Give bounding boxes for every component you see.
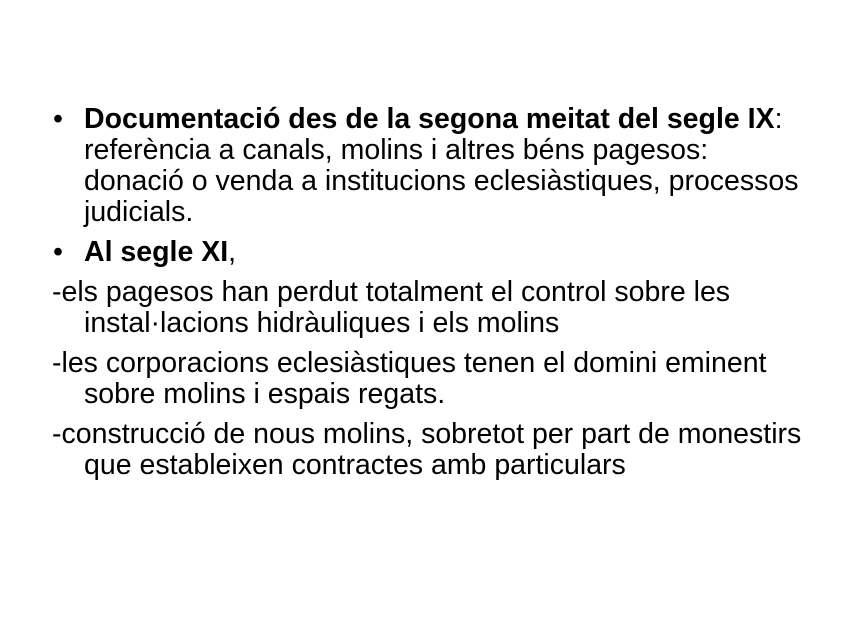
bullet-bold-text: Documentació des de la segona meitat del segle IX (84, 103, 775, 135)
bullet-rest-text: : referència a canals, molins i altres béns pagesos: donació o venda a institucions eclesiàstiques, processos judicials. (84, 103, 799, 228)
dash-item-construccio: -construcció de nous molins, sobretot per part de monestirs que estableixen contractes amb particulars (52, 418, 802, 481)
dash-item-corporacions: -les corporacions eclesiàstiques tenen el domini eminent sobre molins i espais regats. (52, 347, 767, 410)
bullet-symbol: • (53, 236, 63, 268)
dash-item-pagesos: -els pagesos han perdut totalment el control sobre les instal·lacions hidràuliques i els molins (52, 276, 731, 339)
bullet-item-documentacio (52, 104, 808, 228)
bullet-bold-text: Al segle XI (84, 236, 229, 268)
bullet-item-segle-xi (52, 237, 808, 268)
bullet-rest-text: , (228, 236, 237, 268)
bullet-symbol: • (53, 103, 63, 135)
